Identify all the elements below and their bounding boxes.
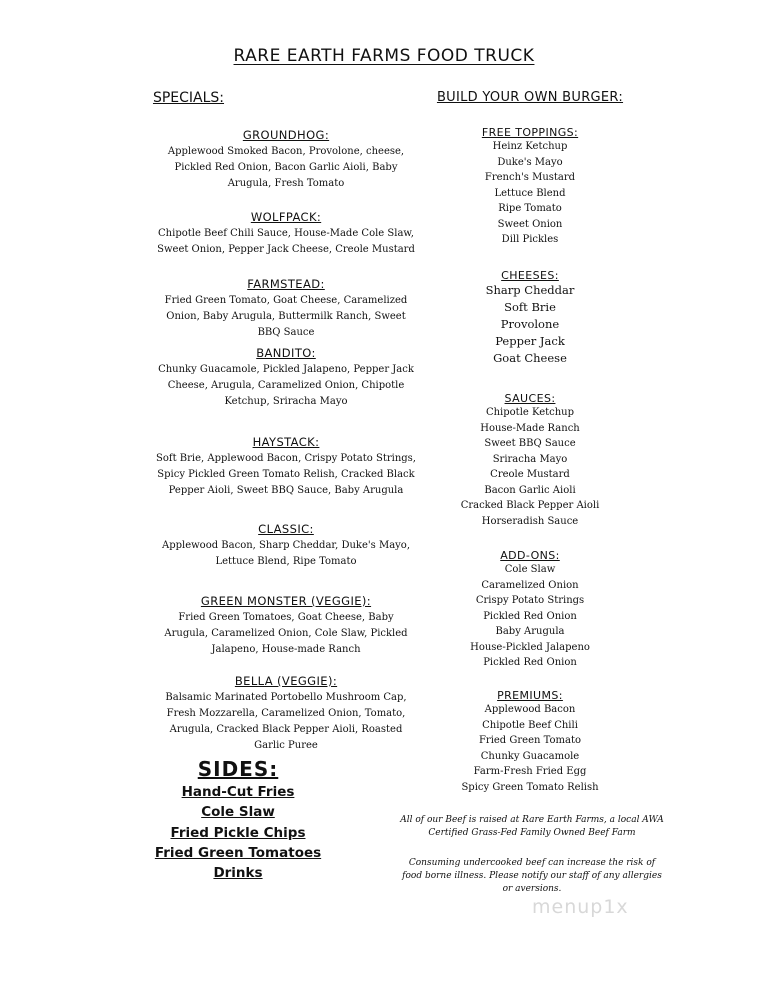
side-item: Cole Slaw — [201, 804, 275, 821]
option-item: French's Mustard — [484, 172, 576, 183]
option-item: Cole Slaw — [504, 564, 556, 575]
option-item: House-Pickled Jalapeno — [470, 641, 590, 653]
group-name: FREE TOPPINGS: — [481, 126, 579, 139]
group-name: PREMIUMS: — [497, 689, 563, 702]
option-item: Cracked Black Pepper Aioli — [460, 500, 600, 511]
option-item: House-Made Ranch — [480, 422, 580, 434]
option-item: Baby Arugula — [495, 626, 565, 637]
option-item: Pickled Red Onion — [483, 610, 577, 622]
group-add-ons — [400, 549, 660, 671]
side-item: Fried Pickle Chips — [170, 824, 306, 841]
option-item: Chunky Guacamole — [480, 750, 580, 762]
option-item: Applewood Bacon — [484, 704, 576, 715]
option-item: Pepper Jack — [495, 334, 565, 348]
side-item: Drinks — [213, 865, 263, 882]
option-item: Provolone — [500, 317, 560, 331]
option-item: Lettuce Blend — [494, 187, 566, 199]
page-title: RARE EARTH FARMS FOOD TRUCK — [233, 46, 535, 66]
beef-sourcing-note: All of our Beef is raised at Rare Earth Farms, a local AWA Certified Grass-Fed Family Owned Beef Farm — [400, 815, 664, 838]
menu-item-description: Chunky Guacamole, Pickled Jalapeno, Pepper Jack Cheese, Arugula, Caramelized Onion, Chipotle Ketchup, Sriracha Mayo — [158, 364, 414, 407]
menu-item-description: Fried Green Tomatoes, Goat Cheese, Baby Arugula, Caramelized Onion, Cole Slaw, Pickled Jalapeno, House-made Ranch — [164, 612, 408, 655]
option-item: Farm-Fresh Fried Egg — [473, 766, 587, 777]
watermark-logo: menup1x — [532, 896, 629, 918]
side-item: Hand-Cut Fries — [181, 784, 295, 800]
burger-heading: BUILD YOUR OWN BURGER: — [436, 90, 624, 105]
menu-item-name: BANDITO: — [256, 346, 316, 360]
option-item: Spicy Green Tomato Relish — [461, 781, 599, 793]
option-item: Creole Mustard — [490, 469, 570, 480]
option-item: Bacon Garlic Aioli — [484, 484, 576, 496]
menu-item-name: CLASSIC: — [258, 522, 314, 536]
menu-item-description: Balsamic Marinated Portobello Mushroom Cap, Fresh Mozzarella, Caramelized Onion, Tomato, Arugula, Cracked Black Pepper Aioli, Roasted Garlic Puree — [165, 692, 407, 751]
menu-item-name: FARMSTEAD: — [247, 277, 325, 291]
group-name: ADD-ONS: — [500, 549, 560, 562]
menu-item-description: Chipotle Beef Chili Sauce, House-Made Cole Slaw, Sweet Onion, Pepper Jack Cheese, Creole Mustard — [157, 228, 415, 255]
option-item: Heinz Ketchup — [492, 141, 568, 152]
option-item: Sweet Onion — [497, 218, 563, 230]
option-item: Ripe Tomato — [498, 203, 562, 214]
group-name: SAUCES: — [504, 392, 556, 405]
sides-heading: SIDES: — [197, 757, 279, 781]
option-item: Goat Cheese — [493, 351, 567, 365]
menu-item-name: BELLA (VEGGIE): — [234, 674, 338, 688]
menu-item-name: WOLFPACK: — [250, 210, 322, 224]
sides-section — [148, 757, 328, 883]
option-item: Fried Green Tomato — [478, 735, 582, 746]
option-item: Dill Pickles — [501, 234, 559, 245]
menu-item-description: Fried Green Tomato, Goat Cheese, Caramelized Onion, Baby Arugula, Buttermilk Ranch, Sweet BBQ Sauce — [164, 295, 408, 338]
option-item: Sriracha Mayo — [492, 453, 568, 465]
group-premiums — [400, 689, 660, 795]
group-name: CHEESES: — [501, 269, 559, 282]
menu-item-description: Soft Brie, Applewood Bacon, Crispy Potato Strings, Spicy Pickled Green Tomato Relish, Cracked Black Pepper Aioli, Sweet BBQ Sauce, Baby Arugula — [156, 453, 416, 496]
menu-item-description: Applewood Smoked Bacon, Provolone, cheese, Pickled Red Onion, Bacon Garlic Aioli, Baby Arugula, Fresh Tomato — [167, 146, 405, 189]
menu-item-name: GROUNDHOG: — [242, 128, 330, 142]
option-item: Horseradish Sauce — [481, 515, 579, 527]
option-item: Soft Brie — [504, 300, 556, 314]
group-cheeses — [400, 269, 660, 367]
option-item: Chipotle Beef Chili — [482, 719, 578, 731]
option-item: Sharp Cheddar — [485, 283, 575, 297]
option-item: Duke's Mayo — [497, 156, 563, 168]
option-item: Caramelized Onion — [481, 579, 579, 591]
option-item: Sweet BBQ Sauce — [484, 438, 576, 449]
side-item: Fried Green Tomatoes — [154, 844, 322, 861]
group-free-toppings — [400, 126, 660, 248]
menu-item-description: Applewood Bacon, Sharp Cheddar, Duke's Mayo, Lettuce Blend, Ripe Tomato — [161, 540, 411, 567]
option-item: Chipotle Ketchup — [485, 407, 575, 418]
option-item: Pickled Red Onion — [483, 657, 577, 668]
menu-item-name: HAYSTACK: — [252, 435, 320, 449]
burger-column — [400, 90, 660, 793]
option-item: Crispy Potato Strings — [475, 595, 585, 606]
menu-item-name: GREEN MONSTER (VEGGIE): — [200, 594, 372, 608]
health-warning-note: Consuming undercooked beef can increase the risk of food borne illness. Please notify our staff of any allergies or aversions. — [402, 858, 662, 894]
specials-heading: SPECIALS: — [152, 90, 225, 106]
group-sauces — [400, 392, 660, 529]
